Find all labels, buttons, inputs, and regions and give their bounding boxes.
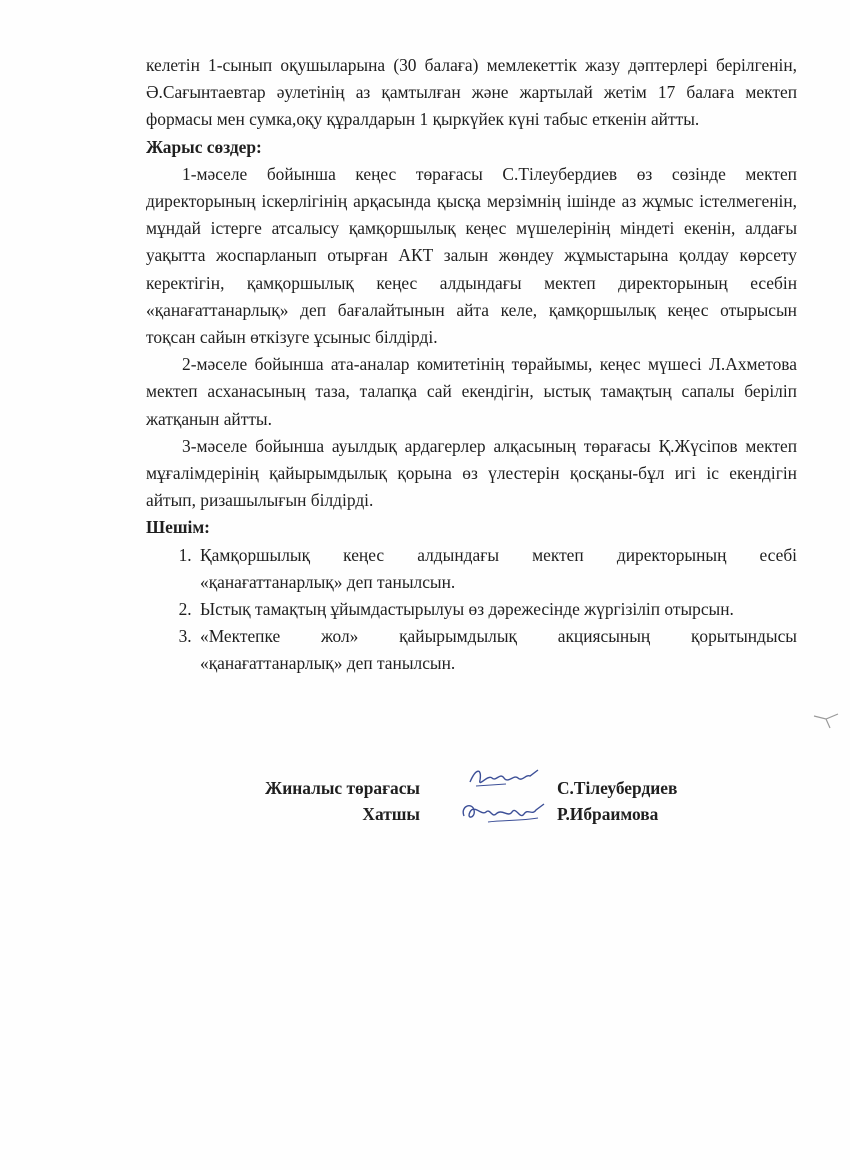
debate-paragraph-2: 2-мәселе бойынша ата-аналар комитетінің төрайымы, кеңес мүшесі Л.Ахметова мектеп асханасының таза, талапқа сай екендігін, ыстық тамақтың сапалы беріліп жатқанын айтты.: [146, 354, 797, 429]
debate-paragraph-1: 1-мәселе бойынша кеңес төрағасы С.Тілеубердиев өз сөзінде мектеп директорының іскерлігінің арқасында қысқа мерзімнің ішінде аз жұмыс істелмегенін, мұндай істерге атсалысу қамқоршылық кеңес мүшелерінің міндеті екенін, алдағы уақытта жоспарланып отырған АКТ залын жөндеу жұмыстарына қолдау көрсету керектігін, қамқоршылық кеңес алдындағы мектеп директорының есебін «қанағаттанарлық» деп бағалайтынын айта келе, қамқоршылық кеңес отырысын тоқсан сайын өткізуге ұсыныс білдірді.: [146, 163, 797, 348]
chair-name: С.Тілеубердиев: [557, 778, 678, 798]
chair-role: Жиналыс төрағасы: [265, 778, 420, 798]
secretary-name: Р.Ибраимова: [557, 804, 659, 824]
secretary-signature-image: [458, 796, 550, 828]
decision-item-2: 2. Ыстық тамақтың ұйымдастырылуы өз дәрежесінде жүргізіліп отырсын.: [196, 596, 797, 623]
document-body: [146, 52, 797, 678]
debate-heading: Жарыс сөздер:: [146, 136, 262, 157]
intro-paragraph: келетін 1-сынып оқушыларына (30 балаға) мемлекеттік жазу дәптерлері берілгенін, Ә.Сағынтаевтар әулетінің аз қамтылған және жартылай жетім 17 балаға мектеп формасы мен сумка,оқу құралдарын 1 қыркүйек күні табыс еткенін айтты.: [146, 55, 797, 130]
decision-list: [146, 542, 797, 678]
chair-signature-image: [466, 764, 546, 794]
secretary-role: Хатшы: [362, 804, 420, 824]
debate-paragraph-3: 3-мәселе бойынша ауылдық ардагерлер алқасының төрағасы Қ.Жүсіпов мектеп мұғалімдерінің қайырымдылық қорына өз үлестерін қосқаны-бұл игі іс екендігін айтып, ризашылығын білдірді.: [146, 435, 797, 511]
decision-item-3: 3. «Мектепке жол» қайырымдылық акциясының қорытындысы «қанағаттанарлық» деп танылсын.: [196, 623, 797, 677]
decision-heading: Шешім:: [146, 517, 210, 538]
margin-mark: [812, 708, 842, 730]
decision-item-1: 1. Қамқоршылық кеңес алдындағы мектеп директорының есебі «қанағаттанарлық» деп танылсын.: [196, 542, 797, 596]
